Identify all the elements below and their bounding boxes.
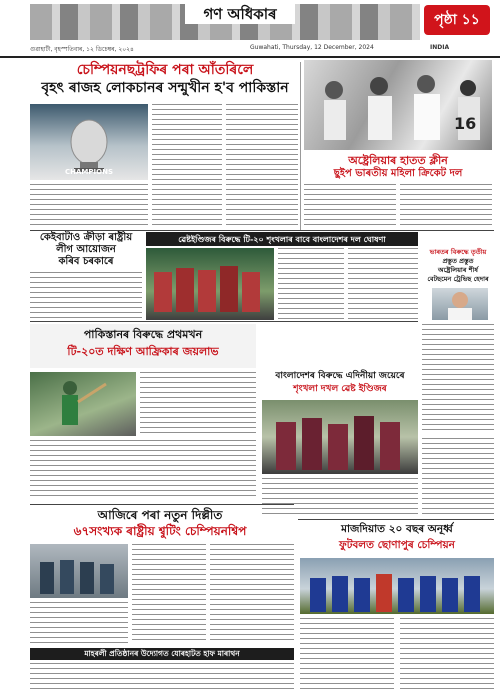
football-headline-1: মাজদিয়াত ২০ বছৰ অনূৰ্ধ্ব <box>341 523 453 535</box>
batsman-illustration <box>30 372 136 436</box>
australia-headline-1: অষ্ট্ৰেলিয়াৰ হাতত ক্লীন <box>348 154 448 167</box>
head-headline-1: ভাৰতৰ বিৰুদ্ধে তৃতীয় <box>429 248 487 256</box>
shooting-body-col3 <box>210 544 294 644</box>
west-indies-body-col2 <box>348 248 418 320</box>
shooting-photo <box>30 544 128 598</box>
champions-trophy-photo <box>30 104 148 180</box>
league-headline-3: কৰিব চৰকাৰে <box>58 256 114 267</box>
half-marathon-body <box>30 663 294 693</box>
football-team-photo <box>300 558 494 614</box>
column-separator <box>300 62 301 230</box>
league-body <box>30 272 142 318</box>
head-body <box>422 324 494 434</box>
players-celebration-illustration <box>262 400 418 474</box>
shooting-body-col1 <box>30 602 128 644</box>
head-headline-3: অষ্ট্ৰেলিয়াৰ শীৰ্ষ <box>437 266 478 274</box>
half-marathon-banner <box>30 648 294 660</box>
jersey-number: 16 <box>454 114 477 133</box>
portrait-illustration <box>432 288 488 320</box>
shooting-headline-1: আজিৰে পৰা নতুন দিল্লীত <box>97 508 223 522</box>
section-divider <box>30 321 418 322</box>
bangladesh-headline-2: শৃংখলা দখল ৱেষ্ট ইণ্ডিজৰ <box>293 384 387 394</box>
football-body-col2 <box>400 618 494 690</box>
date-english: Guwahati, Thursday, 12 December, 2024 <box>250 44 374 51</box>
champions-photo-caption: CHAMPIONS <box>65 168 113 176</box>
champions-body-col2 <box>152 104 222 228</box>
team-huddle-illustration <box>146 248 274 320</box>
section-divider <box>30 504 294 505</box>
league-headline-1: কেইবাটাও ক্ৰীড়া ৰাষ্ট্ৰীয় <box>39 232 133 243</box>
south-africa-headline-box <box>30 324 256 368</box>
bangladesh-odi-photo <box>262 400 418 474</box>
south-africa-headline-2: টি-২০ত দক্ষিণ আফ্ৰিকাৰ জয়লাভ <box>67 345 219 358</box>
half-marathon-headline: মাহৰলী প্ৰতিষ্ঠানৰ উদ্যোগত যোৰহাটত হাফ মাৰাথন <box>84 649 240 658</box>
australia-body-col1 <box>304 184 396 228</box>
south-africa-headline-1: পাকিস্তানৰ বিৰুদ্ধে প্ৰথমখন <box>83 328 203 341</box>
players-illustration <box>304 60 492 150</box>
west-indies-team-photo <box>146 248 274 320</box>
section-divider <box>30 230 494 231</box>
champions-body-col1 <box>30 184 148 228</box>
australia-body-col2 <box>400 184 492 228</box>
shooting-headline-2: ৬৭সংখ্যক ৰাষ্ট্ৰীয় শ্বুটিং চেম্পিয়নশ্বিপ <box>73 524 247 538</box>
head-headline-2: প্ৰস্তুত প্ৰস্তুত <box>442 257 474 265</box>
shooters-illustration <box>30 544 128 598</box>
travis-head-photo <box>432 288 488 320</box>
football-headline-2: ফুটবলত ছোণাপুৰ চেম্পিয়ন <box>339 539 455 551</box>
football-team-illustration <box>300 558 494 614</box>
masthead <box>0 0 500 58</box>
south-africa-body-lower <box>30 440 256 500</box>
west-indies-banner <box>146 232 418 246</box>
bangladesh-headline-1: বাংলাদেশৰ বিৰুদ্ধে এদিনীয়া জয়েৰে <box>275 371 405 381</box>
date-assamese: গুৱাহাটী, বৃহস্পতিবাৰ, ১২ ডিচেম্বৰ, ২০২৪ <box>30 46 134 53</box>
head-headline-4: বেটছমেন ট্ৰেভিছ হেদাৰ <box>427 275 489 283</box>
south-africa-body <box>140 372 256 436</box>
edition-tag: INDIA <box>430 44 450 51</box>
football-body-col1 <box>300 618 394 690</box>
west-indies-body-col1 <box>278 248 344 320</box>
shooting-body-col2 <box>132 544 206 644</box>
australia-headline-2: ছুইপ ভাৰতীয় মহিলা ক্ৰিকেট দল <box>333 168 463 179</box>
south-africa-photo <box>30 372 136 436</box>
champions-headline-2: বৃহৎ ৰাজহ লোকচানৰ সন্মুখীন হ'ব পাকিস্তান <box>41 80 289 96</box>
champions-body-col3 <box>226 104 298 228</box>
league-headline-2: লীগ আয়োজন <box>56 244 116 255</box>
bangladesh-body-col2 <box>422 438 494 516</box>
newspaper-logo: গণ অধিকাৰ <box>185 4 295 24</box>
champions-headline-1: চেম্পিয়নছট্ৰফিৰ পৰা আঁতৰিলে <box>76 62 254 78</box>
australia-team-photo <box>304 60 492 150</box>
west-indies-headline: ৱেষ্টইণ্ডিজৰ বিৰুদ্ধে টি-২০ শৃংখলাৰ বাবে বাংলাদেশৰ দল ঘোষণা <box>178 234 386 244</box>
page-number-badge: পৃষ্ঠা ১১ <box>424 5 490 35</box>
section-divider <box>298 519 494 520</box>
